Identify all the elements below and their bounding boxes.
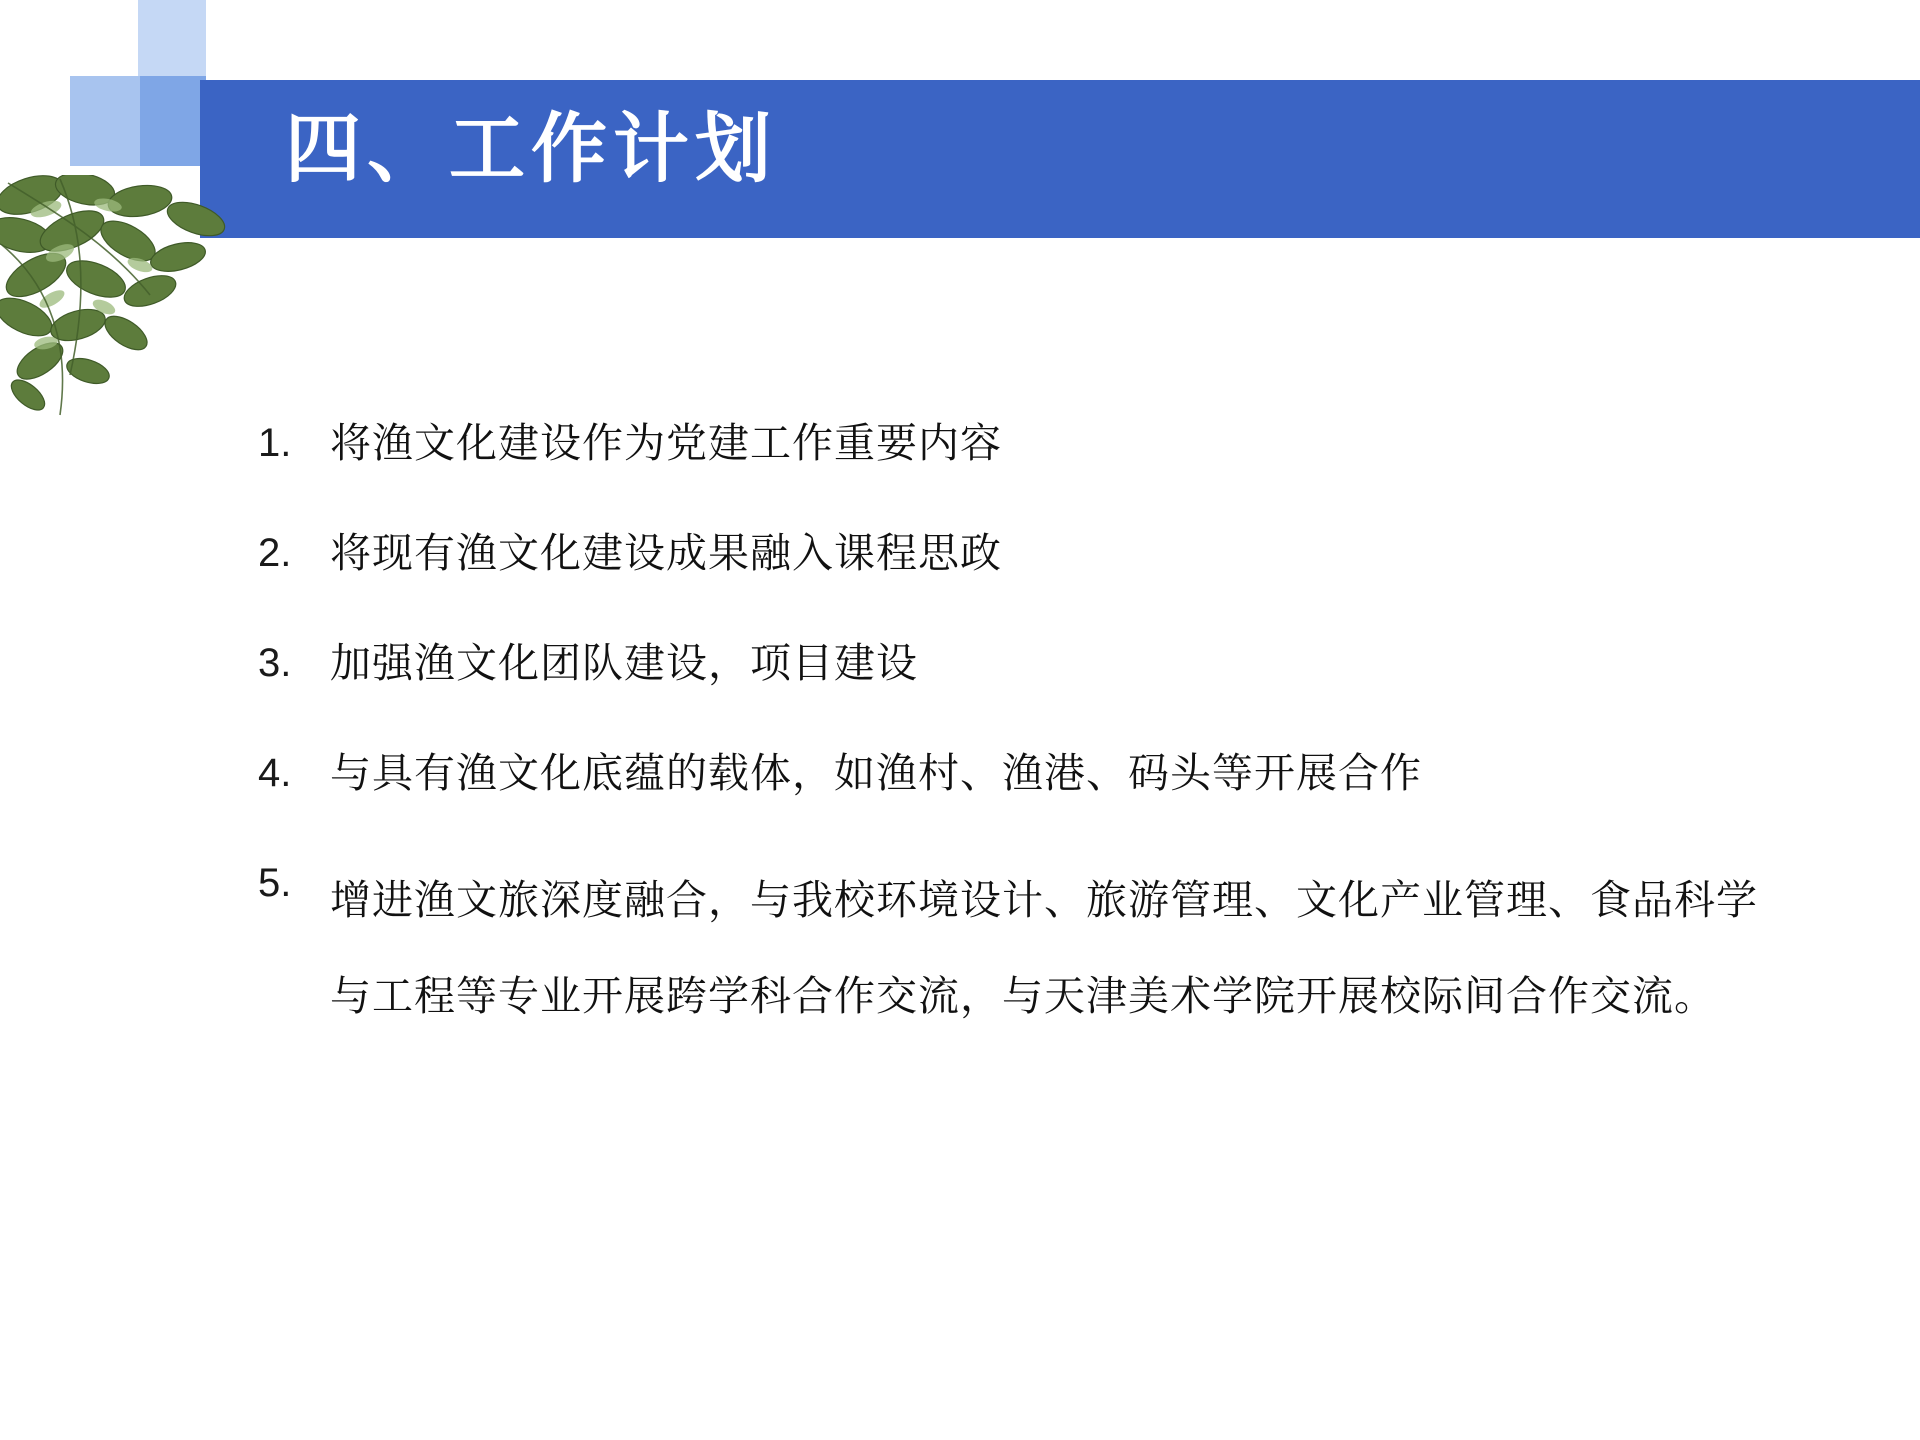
decorative-square-dark <box>140 76 206 166</box>
list-item-number: 3. <box>258 641 292 685</box>
list-item-number: 5. <box>258 861 292 905</box>
work-plan-list <box>258 412 1778 1044</box>
list-item-number: 4. <box>258 751 292 795</box>
title-banner-underline <box>200 232 1920 238</box>
list-item-text: 加强渔文化团队建设，项目建设 <box>330 639 918 687</box>
list-item <box>258 852 1778 1044</box>
list-item <box>258 742 1778 804</box>
slide-title: 四、工作计划 <box>285 104 777 193</box>
list-item <box>258 522 1778 584</box>
list-item-number: 1. <box>258 421 292 465</box>
decorative-square-mid <box>70 76 142 166</box>
list-item-text: 将渔文化建设作为党建工作重要内容 <box>330 419 1002 467</box>
list-item-number: 2. <box>258 531 292 575</box>
list-item <box>258 632 1778 694</box>
list-item <box>258 412 1778 474</box>
list-item-text: 增进渔文旅深度融合，与我校环境设计、旅游管理、文化产业管理、食品科学与工程等专业开展跨学科合作交流，与天津美术学院开展校际间合作交流。 <box>330 876 1758 1020</box>
list-item-text: 与具有渔文化底蕴的载体，如渔村、渔港、码头等开展合作 <box>330 749 1422 797</box>
list-item-text: 将现有渔文化建设成果融入课程思政 <box>330 529 1002 577</box>
